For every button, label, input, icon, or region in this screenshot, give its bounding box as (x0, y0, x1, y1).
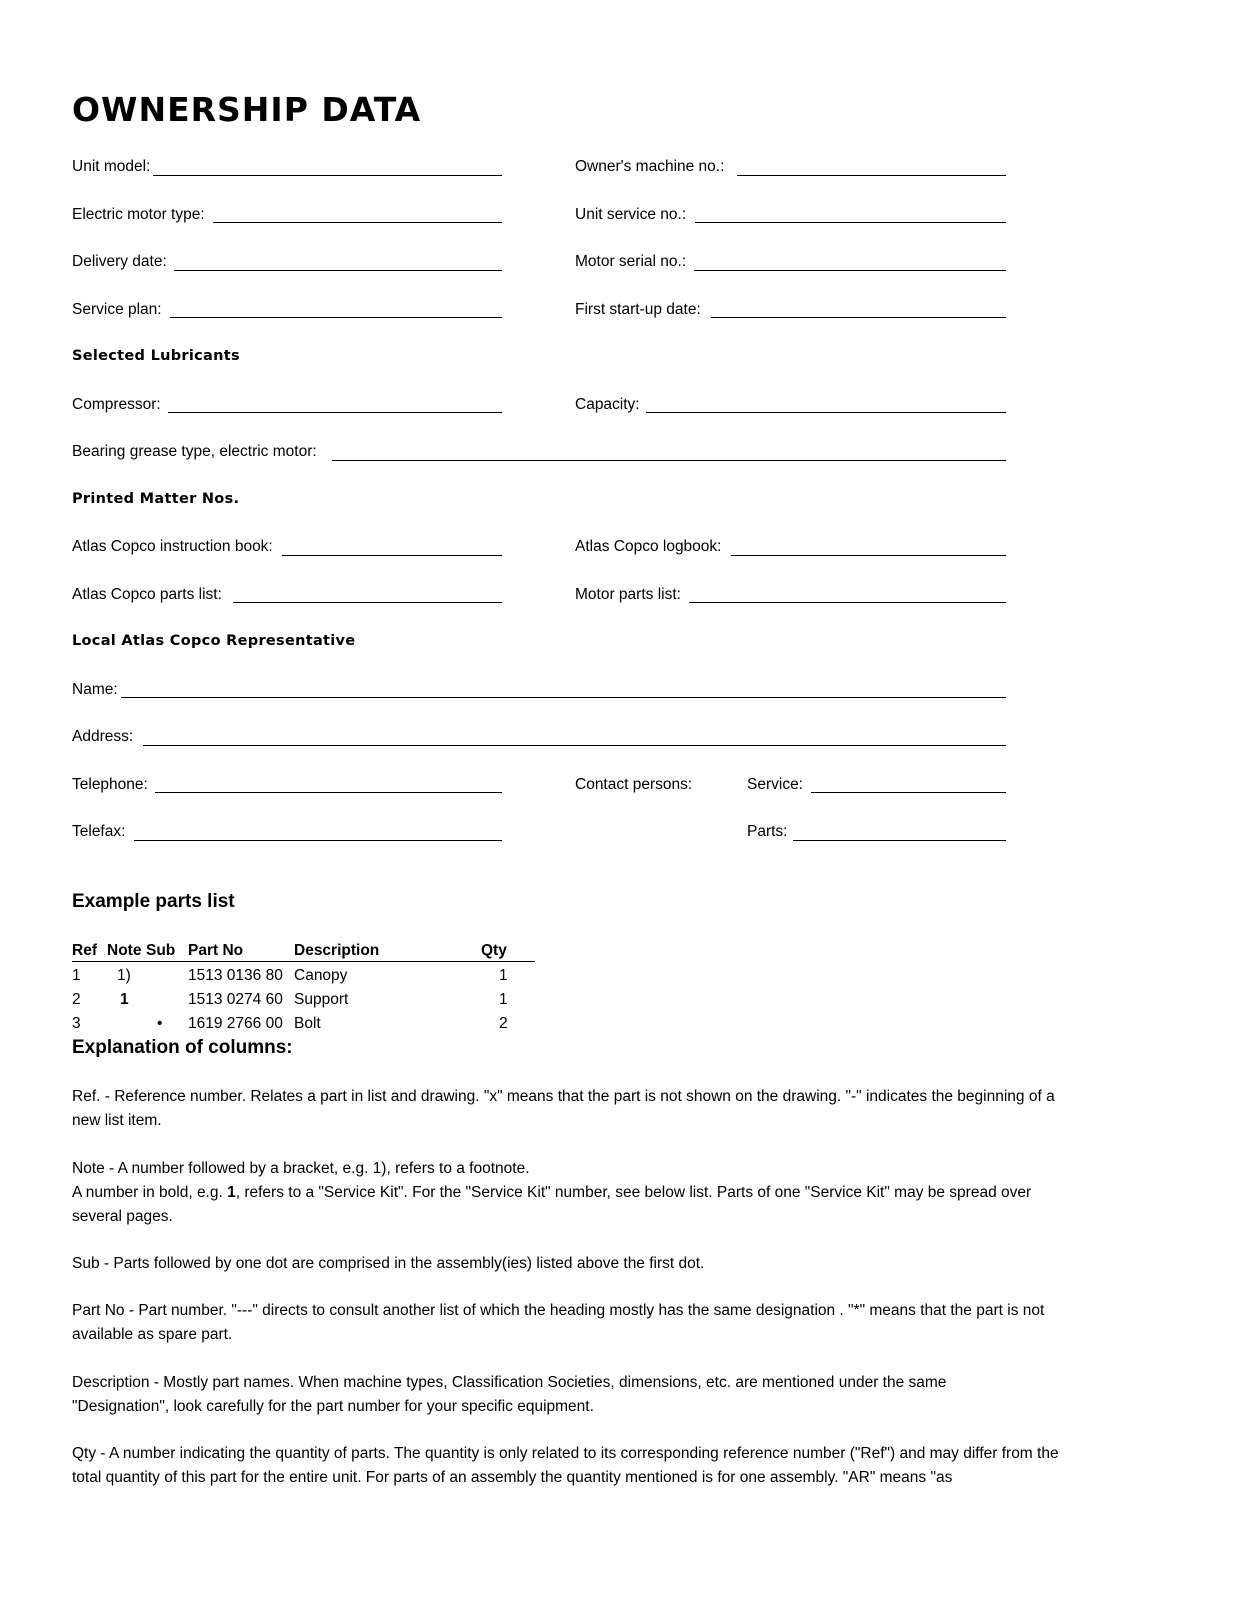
explanation-description: Description - Mostly part names. When machine types, Classification Societies, dimensions, etc. are mentioned under the same "Designation", look carefully for the part number for your specific equipment. (72, 1374, 947, 1415)
row1-description: Canopy (294, 967, 348, 984)
explanation-note (72, 1157, 1082, 1229)
col-ref-header: Ref (72, 942, 97, 959)
col-note-header: Note (107, 942, 142, 959)
delivery-date-field[interactable] (174, 270, 502, 271)
col-partno-header: Part No (188, 942, 244, 959)
section-representative: Local Atlas Copco Representative (72, 633, 356, 649)
note-text-post: , refers to a "Service Kit". For the "Service Kit" number, see below list. Parts of one "Service Kit" may be spread over several pages. (72, 1184, 1032, 1225)
row3-partno: 1619 2766 00 (188, 1015, 283, 1032)
bearing-grease-field[interactable] (332, 460, 1006, 461)
parts-contact-field[interactable] (793, 840, 1006, 841)
service-contact-field[interactable] (811, 792, 1006, 793)
electric-motor-type-field[interactable] (213, 222, 502, 223)
section-printed-matter: Printed Matter Nos. (72, 491, 240, 507)
explanation-note-line2 (72, 1181, 1082, 1229)
row1-qty: 1 (499, 967, 508, 984)
motor-parts-list-field[interactable] (689, 602, 1006, 603)
service-plan-field[interactable] (170, 317, 502, 318)
service-contact-label: Service: (747, 776, 803, 793)
compressor-field[interactable] (168, 412, 502, 413)
note-bold-example: 1 (227, 1184, 236, 1201)
row3-qty: 2 (499, 1015, 508, 1032)
row1-note: 1) (117, 967, 131, 984)
service-plan-label: Service plan: (72, 301, 162, 318)
contact-persons-label: Contact persons: (575, 776, 693, 793)
compressor-label: Compressor: (72, 396, 161, 413)
bearing-grease-label: Bearing grease type, electric motor: (72, 443, 317, 460)
explanation-ref: Ref. - Reference number. Relates a part in list and drawing. "x" means that the part is not shown on the drawing. "-" indicates the beginning of a new list item. (72, 1088, 1055, 1129)
parts-contact-label: Parts: (747, 823, 788, 840)
telephone-field[interactable] (155, 792, 502, 793)
capacity-field[interactable] (646, 412, 1006, 413)
unit-model-label: Unit model: (72, 158, 151, 175)
telefax-label: Telefax: (72, 823, 126, 840)
logbook-field[interactable] (731, 555, 1006, 556)
example-parts-list-heading: Example parts list (72, 891, 235, 912)
row2-partno: 1513 0274 60 (188, 991, 283, 1008)
explanation-partno: Part No - Part number. "---" directs to consult another list of which the heading mostly has the same designation . "*" means that the part is not available as spare part. (72, 1302, 1045, 1343)
first-startup-date-field[interactable] (711, 317, 1006, 318)
note-text-pre: A number in bold, e.g. (72, 1184, 228, 1201)
name-label: Name: (72, 681, 118, 698)
unit-service-no-label: Unit service no.: (575, 206, 687, 223)
row1-ref: 1 (72, 967, 81, 984)
explanation-note-line1: Note - A number followed by a bracket, e.g. 1), refers to a footnote. (72, 1160, 530, 1177)
instruction-book-label: Atlas Copco instruction book: (72, 538, 273, 555)
explanation-sub: Sub - Parts followed by one dot are comprised in the assembly(ies) listed above the first dot. (72, 1255, 705, 1272)
parts-list-label: Atlas Copco parts list: (72, 586, 222, 603)
motor-serial-no-label: Motor serial no.: (575, 253, 687, 270)
row2-qty: 1 (499, 991, 508, 1008)
address-field[interactable] (143, 745, 1006, 746)
motor-serial-no-field[interactable] (694, 270, 1006, 271)
row2-description: Support (294, 991, 349, 1008)
owners-machine-no-label: Owner's machine no.: (575, 158, 725, 175)
col-qty-header: Qty (481, 942, 507, 959)
row2-ref: 2 (72, 991, 81, 1008)
row3-description: Bolt (294, 1015, 321, 1032)
col-description-header: Description (294, 942, 380, 959)
col-sub-header: Sub (146, 942, 176, 959)
unit-model-field[interactable] (153, 175, 502, 176)
row1-partno: 1513 0136 80 (188, 967, 283, 984)
logbook-label: Atlas Copco logbook: (575, 538, 722, 555)
instruction-book-field[interactable] (282, 555, 502, 556)
explanation-qty: Qty - A number indicating the quantity of parts. The quantity is only related to its corresponding reference number ("Ref") and may differ from the total quantity of this part for the entire unit. For parts of an assembly the quantity mentioned is for one assembly. "AR" means "as (72, 1445, 1059, 1486)
delivery-date-label: Delivery date: (72, 253, 167, 270)
row3-ref: 3 (72, 1015, 81, 1032)
table-header-rule (72, 961, 535, 962)
explanation-heading: Explanation of columns: (72, 1037, 293, 1058)
page-title: OWNERSHIP DATA (72, 90, 422, 129)
motor-parts-list-label: Motor parts list: (575, 586, 681, 603)
parts-list-field[interactable] (233, 602, 502, 603)
telefax-field[interactable] (134, 840, 502, 841)
row2-note: 1 (120, 991, 129, 1008)
capacity-label: Capacity: (575, 396, 640, 413)
address-label: Address: (72, 728, 134, 745)
first-startup-date-label: First start-up date: (575, 301, 701, 318)
owners-machine-no-field[interactable] (737, 175, 1006, 176)
telephone-label: Telephone: (72, 776, 148, 793)
section-lubricants: Selected Lubricants (72, 348, 240, 364)
unit-service-no-field[interactable] (695, 222, 1006, 223)
electric-motor-type-label: Electric motor type: (72, 206, 205, 223)
row3-sub: • (157, 1015, 163, 1032)
name-field[interactable] (121, 697, 1006, 698)
